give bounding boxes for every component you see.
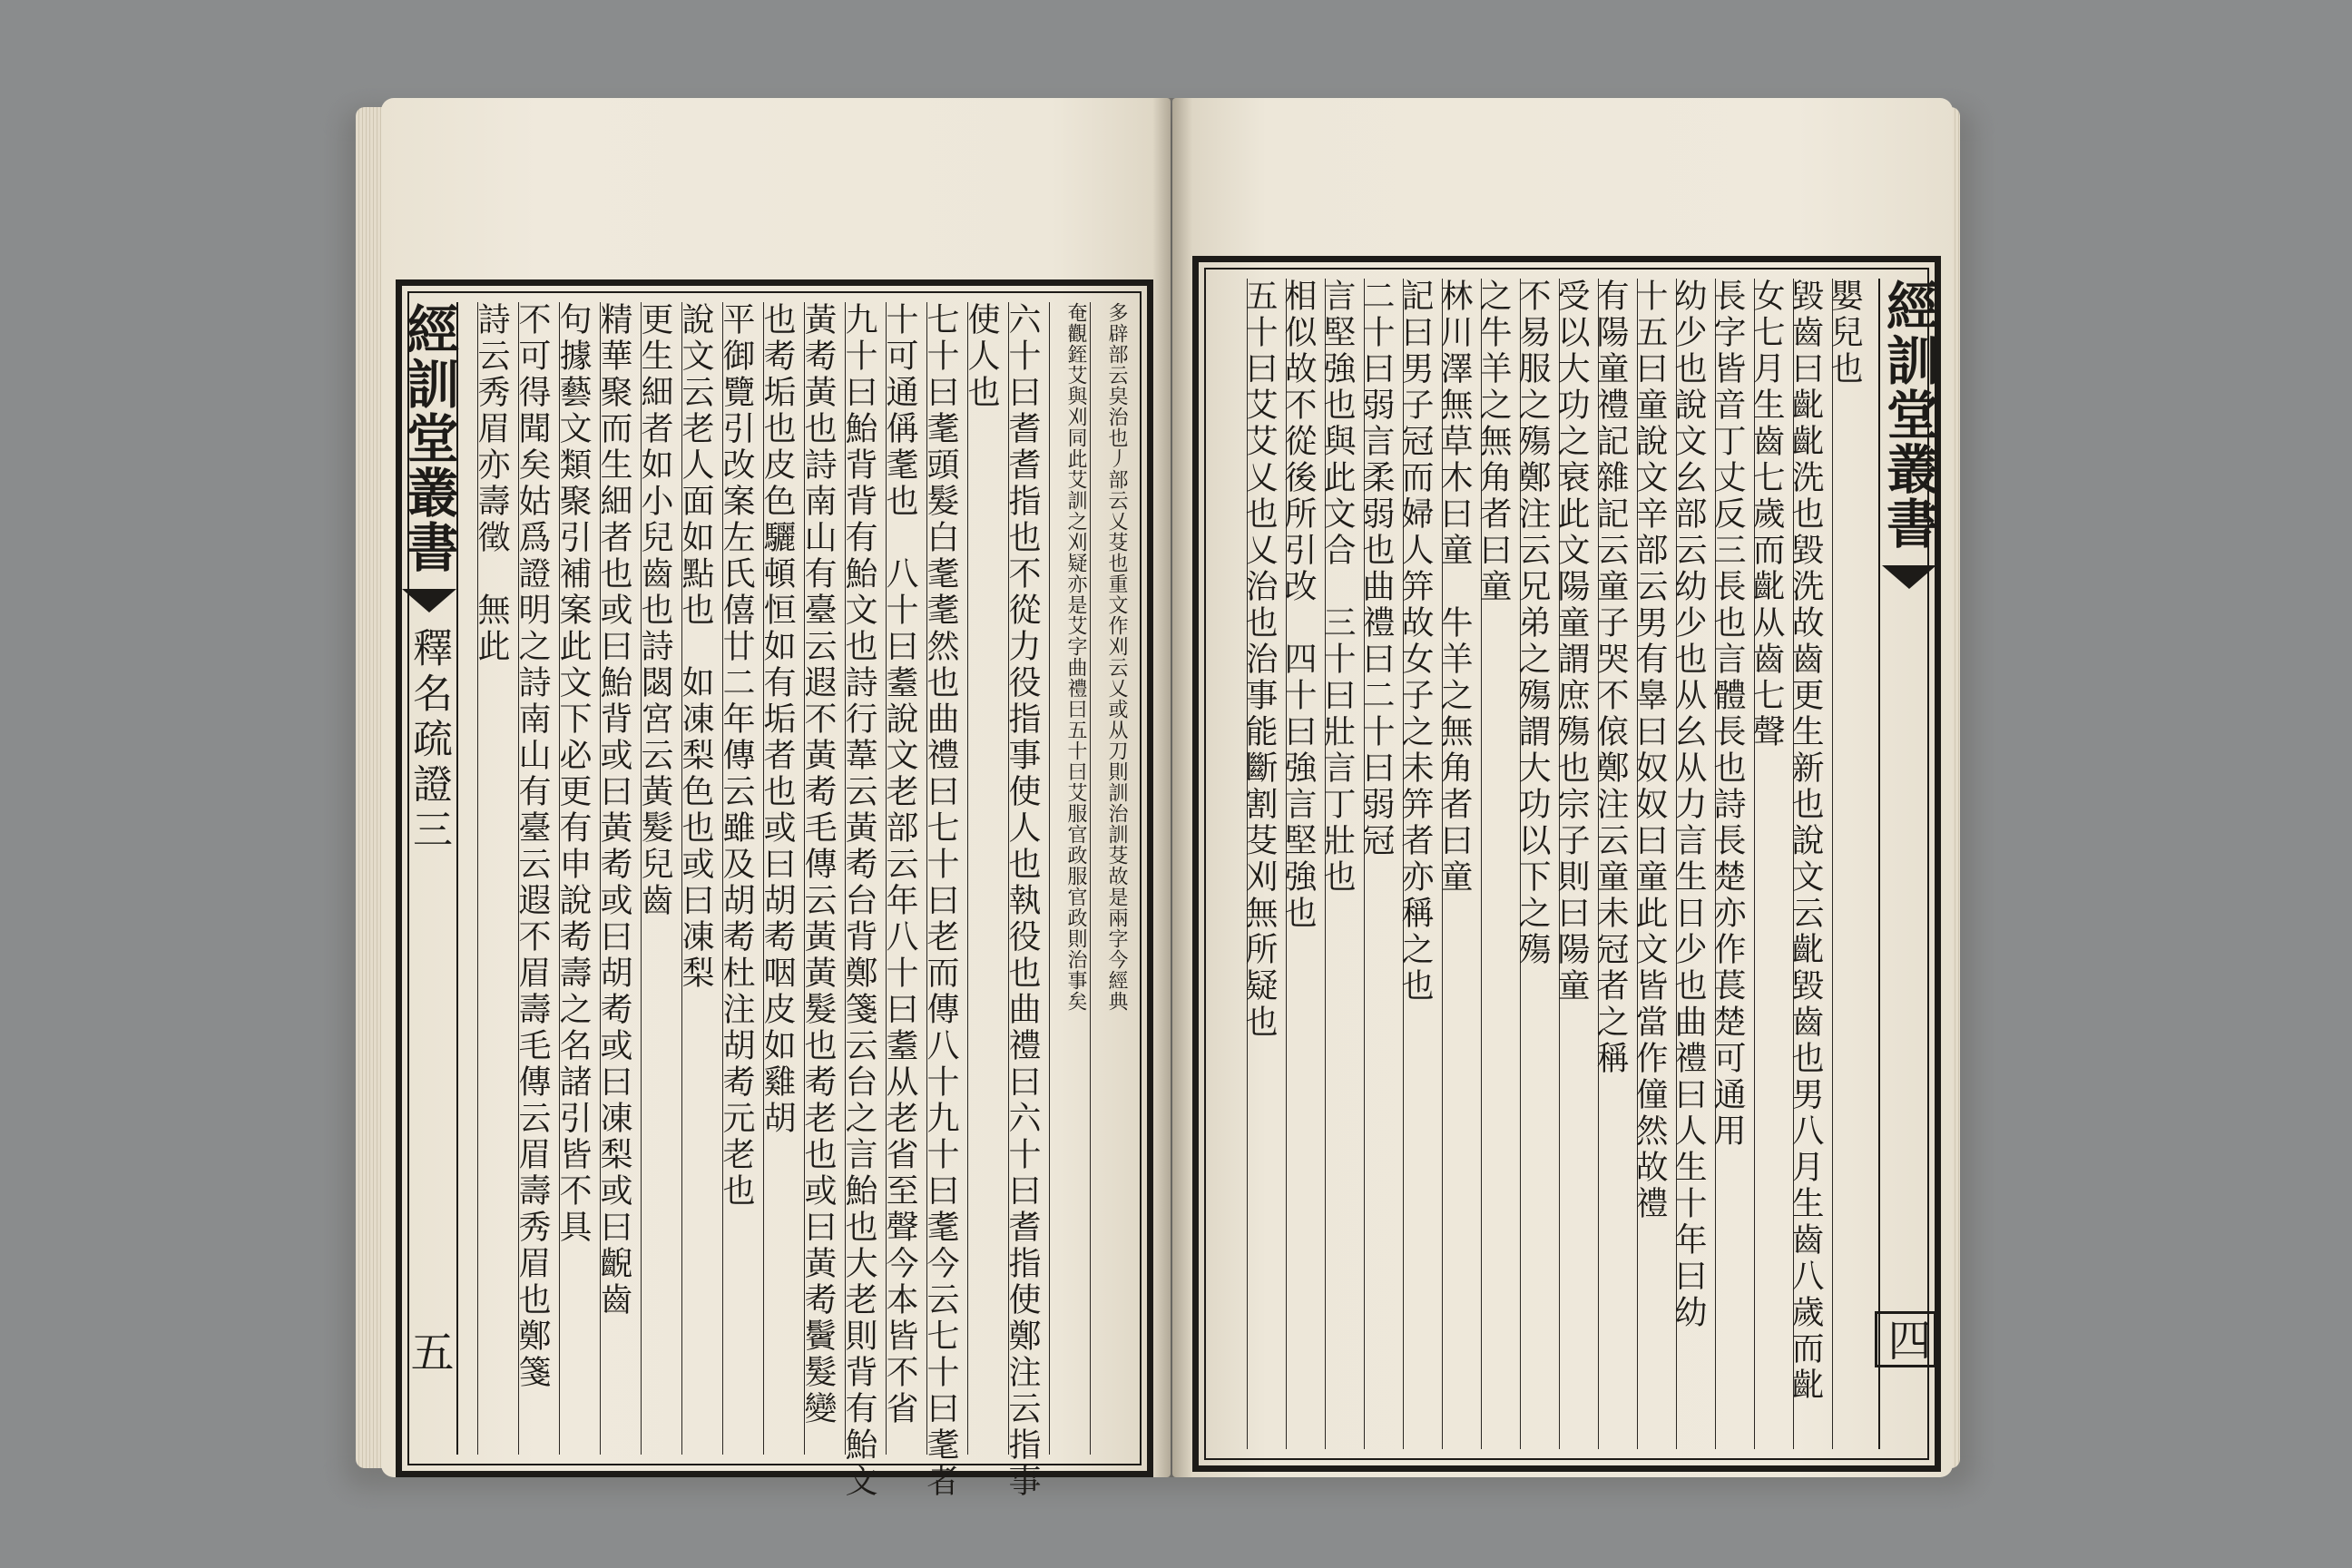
text-column: 幼少也說文幺部云幼少也从幺从力言生日少也曲禮曰人生十年曰幼 [1676, 279, 1715, 1449]
text-column: 有陽童禮記雜記云童子哭不偯鄭注云童未冠者之稱 [1598, 279, 1637, 1449]
right-page-text-columns [1215, 279, 1871, 1449]
text-column: 記曰男子冠而婦人笄故女子之未笄者亦稱之也 [1403, 279, 1442, 1449]
text-column: 多辟部云㚖治也丿部云乂芟也重文作刈云乂或从刀則訓治訓芟故是兩字今經典 [1090, 302, 1131, 1455]
text-column: 嬰兒也 [1832, 279, 1871, 1449]
text-column: 不可得聞矣姑爲證明之詩南山有臺云遐不眉壽毛傳云眉壽秀眉也鄭箋 [518, 302, 559, 1455]
fish-tail-mark-icon [1882, 565, 1936, 589]
left-page-center-band [397, 302, 459, 1455]
text-column: 長字皆音丁丈反三長也言體長也詩長楚亦作萇楚可通用 [1715, 279, 1754, 1449]
text-column: 六十曰耆耆指也不從力役指事使人也執役也曲禮曰六十曰耆指使鄭注云指事 [1008, 302, 1049, 1455]
band-series-title: 經訓堂叢書 [397, 302, 459, 574]
text-column: 十五曰童說文辛部云男有辠曰奴奴曰童此文皆當作僮然故禮 [1637, 279, 1676, 1449]
right-page [1172, 98, 1953, 1477]
text-column: 九十曰鮐背背有鮐文也詩行葦云黃耇台背鄭箋云台之言鮐也大老則背有鮐文 [845, 302, 886, 1455]
page-number: 四 [1875, 1311, 1936, 1367]
text-column: 黃耇黃也詩南山有臺云遐不黃耇毛傳云黃黃髮也耇老也或曰黃耇鬢髮變 [804, 302, 845, 1455]
text-column: 五十曰艾艾乂也乂治也治事能斷割芟刈無所疑也 [1247, 279, 1286, 1449]
text-column: 十可通偁耄也 八十曰耋說文老部云年八十曰耋从老省至聲今本皆不省 [886, 302, 926, 1455]
text-column: 也耇垢也皮色驪頓恒如有垢者也或曰胡耇咽皮如雞胡 [763, 302, 804, 1455]
text-column: 精華聚而生細者也或曰鮐背或曰黃耇或曰胡耇或曰凍梨或曰齯齒 [600, 302, 641, 1455]
page-number: 五 [403, 1329, 454, 1373]
text-column: 句據藝文類聚引補案此文下必更有申說耇壽之名諸引皆不具 [559, 302, 600, 1455]
fish-tail-mark-icon [402, 589, 456, 612]
text-column: 詩云秀眉亦壽徵 無此 [477, 302, 518, 1455]
right-page-center-band [1877, 279, 1939, 1449]
text-column: 七十曰耄頭髮白耄耄然也曲禮曰七十曰老而傳八十九十曰耄今云七十曰耄者 [926, 302, 967, 1455]
book-gutter [1152, 98, 1192, 1477]
text-column: 受以大功之衰此文陽童謂庶殤也宗子則曰陽童 [1559, 279, 1598, 1449]
text-column: 平御覽引改案左氏僖廿二年傳云雖及胡耇杜注胡耇元老也 [722, 302, 763, 1455]
left-page [381, 98, 1171, 1500]
text-column: 之牛羊之無角者曰童 [1481, 279, 1520, 1449]
text-column: 奄觀銍艾與刈同此艾訓之刈疑亦是艾字曲禮曰五十曰艾服官政服官政則治事矣 [1049, 302, 1090, 1455]
text-column: 二十曰弱言柔弱也曲禮曰二十曰弱冠 [1364, 279, 1403, 1449]
text-column: 毀齒曰齔齔洗也毀洗故齒更生新也說文云齔毀齒也男八月生齒八歲而齔 [1793, 279, 1832, 1449]
text-column: 說文云老人面如點也 如凍梨色也或曰凍梨 [681, 302, 722, 1455]
text-column: 林川澤無草木曰童 牛羊之無角者曰童 [1442, 279, 1481, 1449]
band-series-title: 經訓堂叢書 [1877, 279, 1939, 551]
left-page-frame [396, 279, 1153, 1500]
text-column: 相似故不從後所引改 四十曰強言堅強也 [1286, 279, 1325, 1449]
text-column: 更生細者如小兒齒也詩閟宮云黃髮兒齒 [641, 302, 681, 1455]
band-volume-title: 釋名疏證三 [406, 627, 452, 854]
text-column: 言堅強也與此文合 三十曰壯言丁壯也 [1325, 279, 1364, 1449]
text-column: 女七月生齒七歲而齔从齒七聲 [1754, 279, 1793, 1449]
text-column: 不易服之殤鄭注云兄弟之殤謂大功以下之殤 [1520, 279, 1559, 1449]
right-page-frame [1192, 256, 1941, 1472]
left-page-text-columns [466, 302, 1131, 1500]
text-column: 使人也 [967, 302, 1008, 1455]
